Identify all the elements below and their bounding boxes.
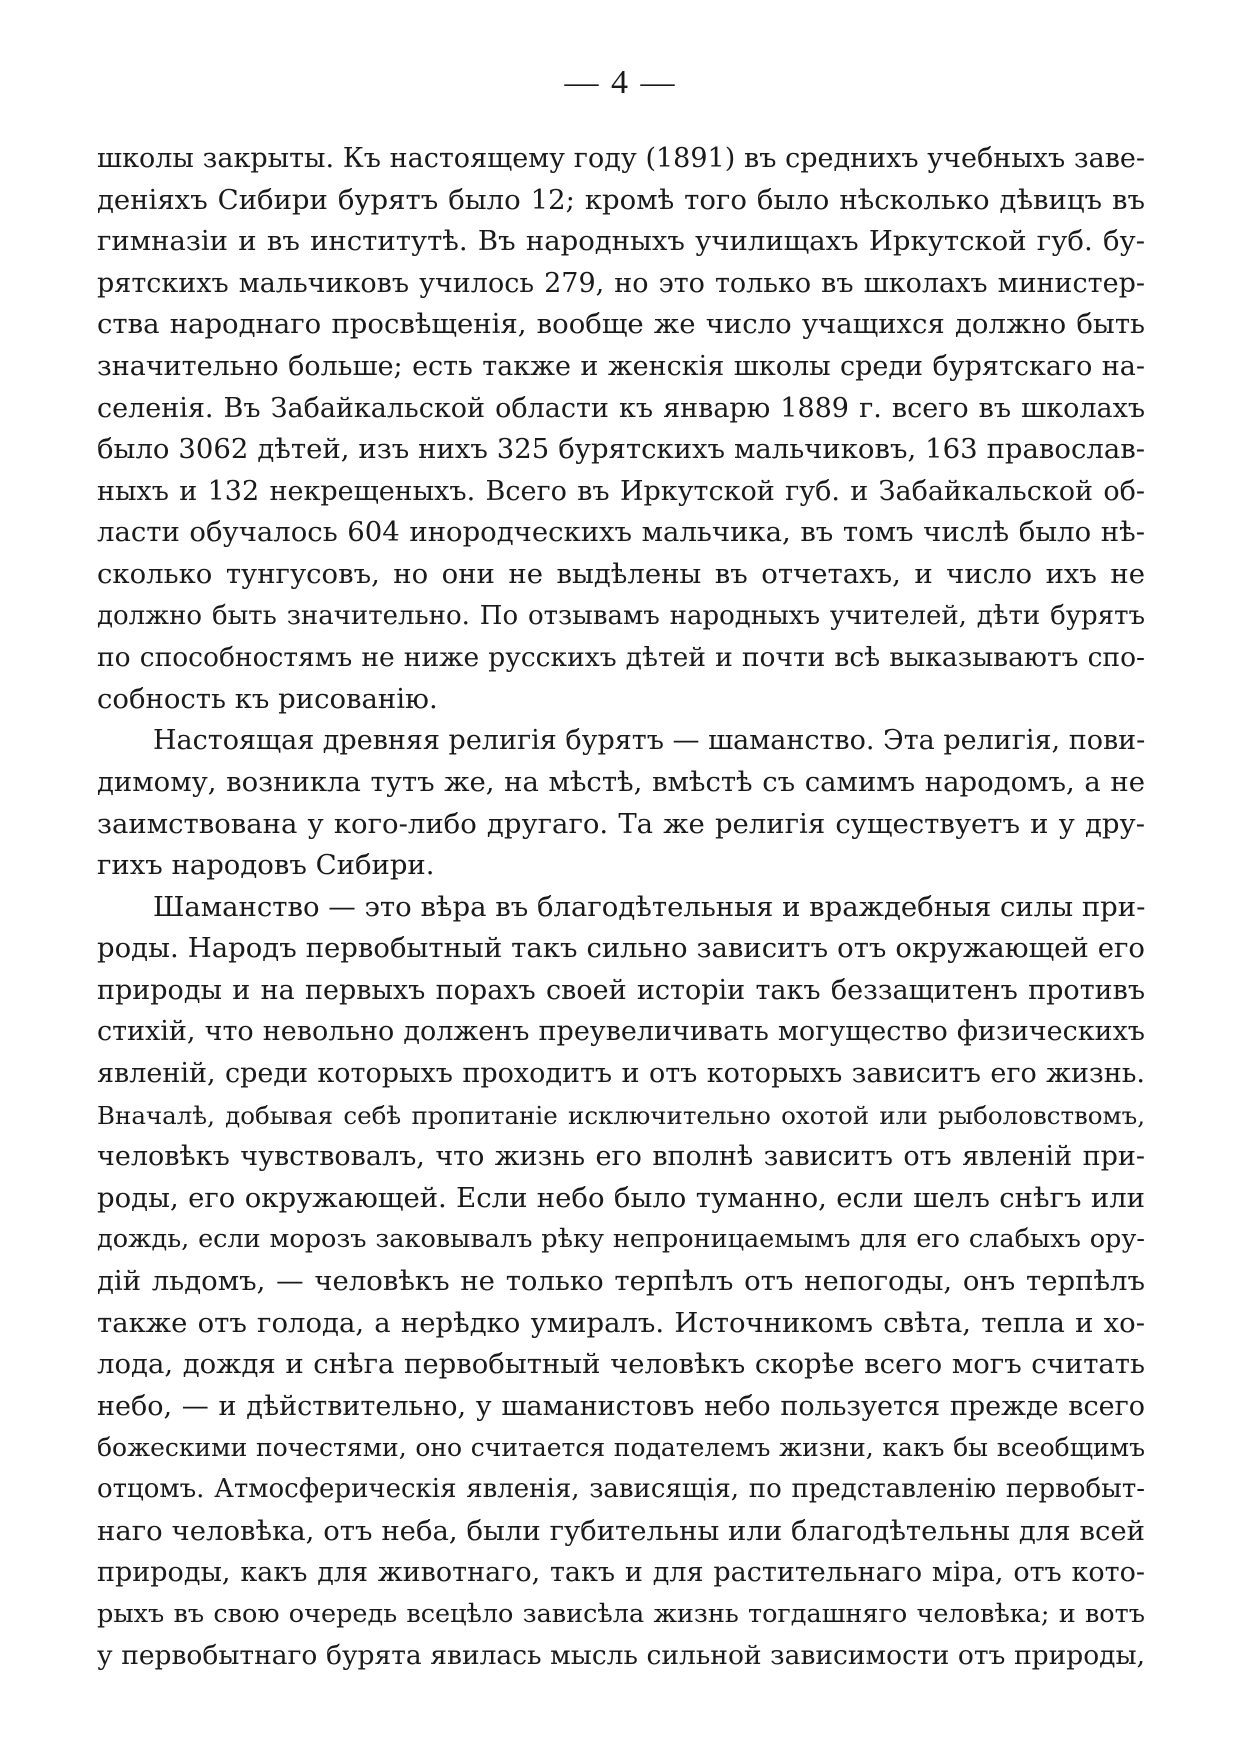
text-line: небо, — и дѣйствительно, у шаманистовъ небо пользуется прежде всего xyxy=(97,1390,1145,1422)
page-number: — 4 — xyxy=(564,64,677,101)
text-line: наго человѣка, отъ неба, были губительны или благодѣтельны для всей xyxy=(97,1514,1145,1547)
text-line: ласти обучалось 604 инородческихъ мальчика, въ томъ числѣ было нѣ- xyxy=(97,516,1145,549)
text-line: у первобытнаго бурята явилась мысль сильной зависимости отъ природы, xyxy=(97,1640,1145,1672)
text-line: Вначалѣ, добывая себѣ пропитаніе исключительно охотой или рыболовствомъ, xyxy=(97,1100,1145,1130)
text-line: стихій, что невольно долженъ преувеличивать могущество физическихъ xyxy=(97,1016,1145,1048)
text-line: божескими почестями, оно считается подателемъ жизни, какъ бы всеобщимъ xyxy=(97,1433,1145,1463)
text-line: школы закрыты. Къ настоящему году (1891) въ среднихъ учебныхъ заве- xyxy=(97,143,1145,174)
paragraph-end-line: собность къ рисованію. xyxy=(97,682,438,715)
text-line: человѣкъ чувствовалъ, что жизнь его вполнѣ зависитъ отъ явленій при- xyxy=(97,1141,1145,1173)
text-line: дій льдомъ, — человѣкъ не только терпѣлъ отъ непогоды, онъ терпѣлъ xyxy=(97,1265,1145,1298)
text-line: деніяхъ Сибири бурятъ было 12; кромѣ того было нѣсколько дѣвицъ въ xyxy=(97,183,1145,216)
text-line: роды, его окружающей. Если небо было туманно, если шелъ снѣгъ или xyxy=(97,1181,1145,1214)
text-line: ства народнаго просвѣщенія, вообще же число учащихся должно быть xyxy=(97,308,1145,341)
text-line: дождь, если морозъ заковывалъ рѣку непроницаемымъ для его слабыхъ ору- xyxy=(97,1224,1145,1255)
text-line: роды. Народъ первобытный такъ сильно зависитъ отъ окружающей его xyxy=(97,932,1145,965)
text-line: природы, какъ для животнаго, такъ и для растительнаго міра, отъ кото- xyxy=(97,1557,1145,1589)
text-line: природы и на первыхъ порахъ своей исторіи такъ беззащитенъ противъ xyxy=(97,974,1145,1006)
text-line: ныхъ и 132 некрещеныхъ. Всего въ Иркутской губ. и Забайкальской об- xyxy=(97,475,1145,507)
text-line: должно быть значительно. По отзывамъ народныхъ учителей, дѣти бурятъ xyxy=(97,600,1145,631)
text-line: гимназіи и въ институтѣ. Въ народныхъ училищахъ Иркутской губ. бу- xyxy=(97,225,1145,258)
paragraph-start-line: Настоящая древняя религія бурятъ — шаманство. Эта религія, пови- xyxy=(153,725,1146,757)
text-line: явленій, среди которыхъ проходитъ и отъ которыхъ зависитъ его жизнь. xyxy=(97,1058,1145,1090)
text-line: значительно больше; есть также и женскія школы среди бурятскаго на- xyxy=(97,350,1145,382)
text-line: заимствована у кого-либо другаго. Та же религія существуетъ и у дру- xyxy=(97,807,1145,840)
text-line: было 3062 дѣтей, изъ нихъ 325 бурятскихъ мальчиковъ, 163 православ- xyxy=(97,433,1145,466)
text-line: рятскихъ мальчиковъ училось 279, но это только въ школахъ министер- xyxy=(97,267,1145,299)
text-line: по способностямъ не ниже русскихъ дѣтей и почти всѣ выказываютъ спо- xyxy=(97,642,1145,674)
paragraph-start-line: Шаманство — это вѣра въ благодѣтельныя и враждебныя силы при- xyxy=(153,890,1146,923)
text-line: селенія. Въ Забайкальской области къ январю 1889 г. всего въ школахъ xyxy=(97,392,1145,424)
paragraph-end-line: гихъ народовъ Сибири. xyxy=(97,849,435,882)
text-line: отцомъ. Атмосферическія явленія, зависящія, по представленію первобыт- xyxy=(97,1474,1145,1504)
text-line: также отъ голода, а нерѣдко умиралъ. Источникомъ свѣта, тепла и хо- xyxy=(97,1306,1145,1339)
text-line: димому, возникла тутъ же, на мѣстѣ, вмѣстѣ съ самимъ народомъ, а не xyxy=(97,765,1145,798)
text-line: сколько тунгусовъ, но они не выдѣлены въ отчетахъ, и число ихъ не xyxy=(97,557,1145,590)
text-line: рыхъ въ свою очередь всецѣло зависѣла жизнь тогдашняго человѣка; и вотъ xyxy=(97,1598,1145,1629)
body-text xyxy=(97,138,1145,1677)
text-line: лода, дождя и снѣга первобытный человѣкъ скорѣе всего могъ считать xyxy=(97,1348,1145,1381)
